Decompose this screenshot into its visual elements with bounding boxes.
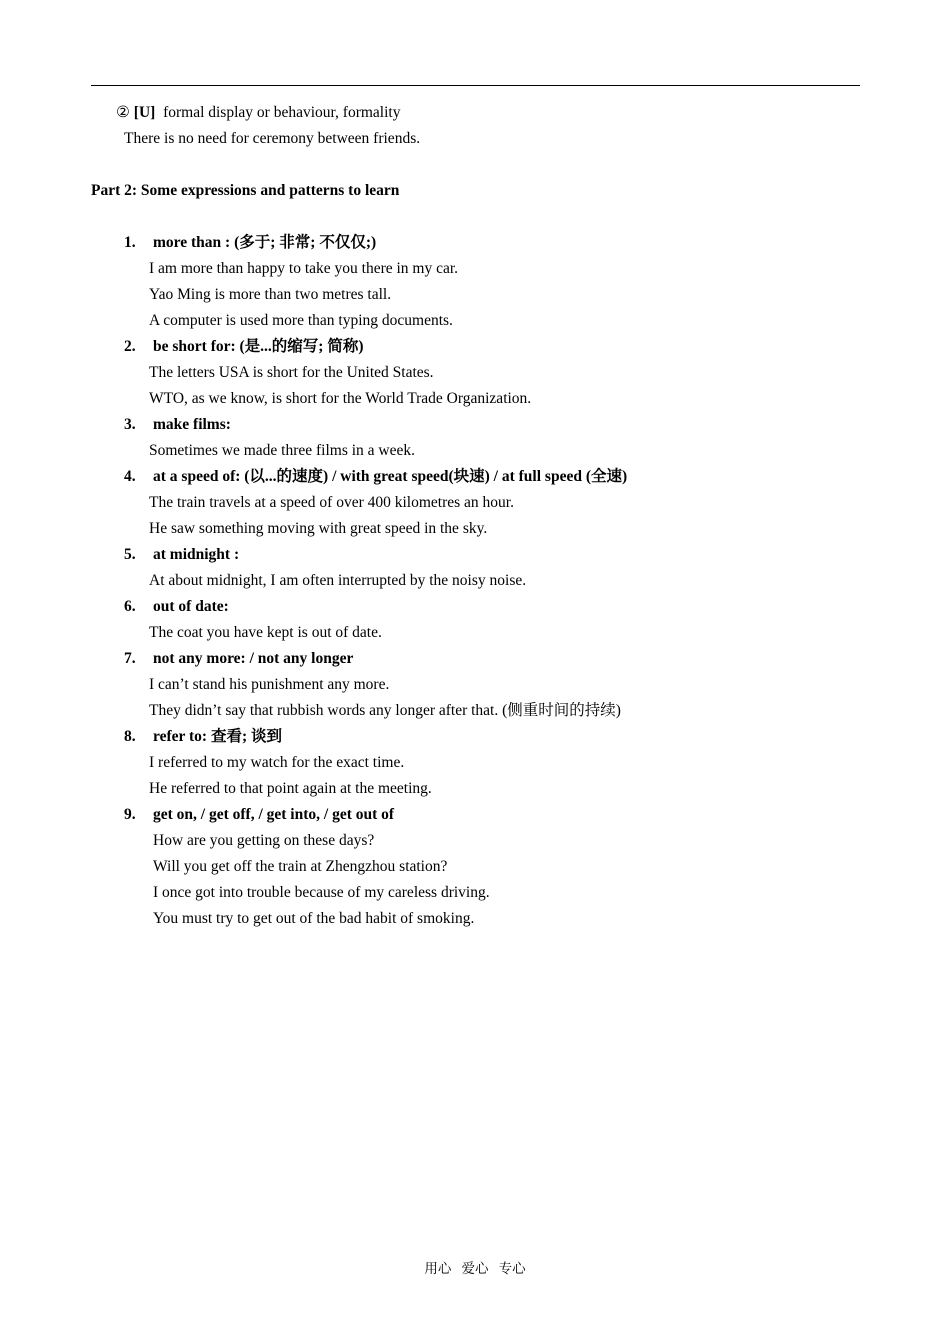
item-heading: at a speed of: (以...的速度) / with great speed(块速) / at full speed (全速) [153,468,628,485]
header-rule [91,85,860,86]
example-sentence: Will you get off the train at Zhengzhou station? [153,858,448,875]
example-sentence: The coat you have kept is out of date. [149,624,382,641]
example-sentence: At about midnight, I am often interrupted by the noisy noise. [149,572,527,589]
item-heading: refer to: 查看; 谈到 [153,728,282,745]
item-number: 8. [124,728,136,745]
example-sentence: He referred to that point again at the meeting. [149,780,432,797]
item-number: 9. [124,806,136,823]
item-heading: out of date: [153,598,229,615]
example-sentence: How are you getting on these days? [153,832,375,849]
item-number: 7. [124,650,136,667]
item-heading: not any more: / not any longer [153,650,354,667]
example-sentence: The letters USA is short for the United States. [149,364,434,381]
item-heading: be short for: (是...的缩写; 简称) [153,338,364,355]
definition-line [116,103,400,123]
example-sentence: I can’t stand his punishment any more. [149,676,390,693]
example-sentence: He saw something moving with great speed in the sky. [149,520,488,537]
example-sentence: I once got into trouble because of my careless driving. [153,884,490,901]
example-sentence: Yao Ming is more than two metres tall. [149,286,392,303]
circled-number: ② [116,104,130,121]
item-number: 2. [124,338,136,355]
example-sentence: The train travels at a speed of over 400 kilometres an hour. [149,494,514,511]
item-heading: get on, / get off, / get into, / get out of [153,806,395,823]
item-number: 5. [124,546,136,563]
part-heading: Part 2: Some expressions and patterns to learn [91,182,400,199]
item-number: 4. [124,468,136,485]
item-heading: at midnight : [153,546,240,563]
example-sentence: They didn’t say that rubbish words any longer after that. (侧重时间的持续) [149,702,621,719]
definition-text: formal display or behaviour, formality [163,104,401,121]
example-sentence: I referred to my watch for the exact time. [149,754,405,771]
item-number: 1. [124,234,136,251]
page-footer: 用心 爱心 专心 [424,1261,526,1276]
item-number: 3. [124,416,136,433]
item-number: 6. [124,598,136,615]
example-sentence: A computer is used more than typing documents. [149,312,453,329]
item-heading: make films: [153,416,231,433]
item-heading: more than : (多于; 非常; 不仅仅;) [153,234,377,251]
example-sentence: WTO, as we know, is short for the World Trade Organization. [149,390,532,407]
definition-example: There is no need for ceremony between friends. [124,130,421,147]
uncountable-tag: [U] [133,104,156,121]
example-sentence: Sometimes we made three films in a week. [149,442,416,459]
example-sentence: I am more than happy to take you there in my car. [149,260,459,277]
example-sentence: You must try to get out of the bad habit of smoking. [153,910,475,927]
